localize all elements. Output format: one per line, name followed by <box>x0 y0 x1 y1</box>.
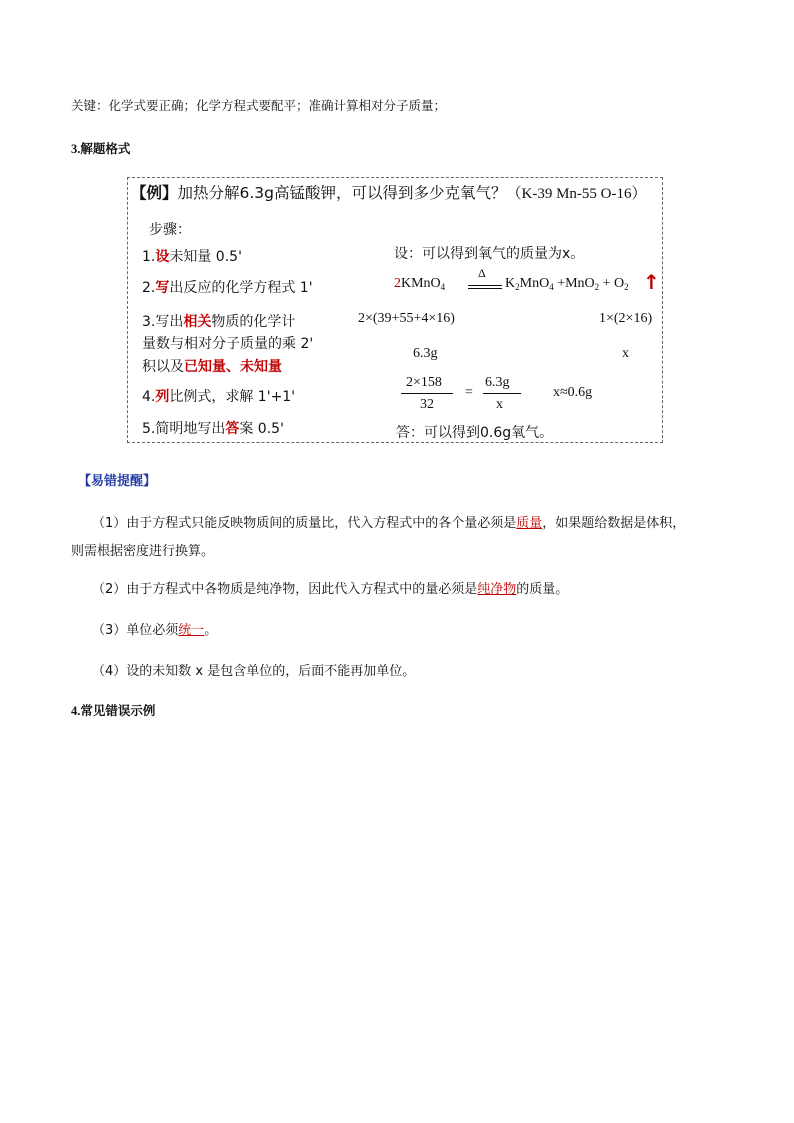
step-keyword: 已知量、未知量 <box>184 359 282 375</box>
subscript: 2 <box>515 282 520 292</box>
coefficient: 2 <box>394 276 401 291</box>
product-text: K <box>505 276 516 291</box>
step-keyword: 列 <box>155 389 170 405</box>
subscript: 2 <box>624 282 629 292</box>
product-text: + O <box>599 276 625 291</box>
step-4 <box>142 386 295 406</box>
gas-arrow-icon: ↑ <box>643 270 660 294</box>
step-5 <box>142 418 284 438</box>
step-3-line-1 <box>142 311 295 331</box>
step-text: 5.简明地写出 <box>142 421 226 437</box>
fraction-2-bar <box>483 393 521 394</box>
result: x≈0.6g <box>553 385 593 400</box>
known-quantity: 6.3g <box>413 346 438 361</box>
step-3-line-2: 量数与相对分子质量的乘 2' <box>142 336 314 352</box>
step-keyword: 写 <box>155 280 170 296</box>
equation-double-line-bottom <box>468 288 502 289</box>
key-note: 关键：化学式要正确；化学方程式要配平；准确计算相对分子质量； <box>71 98 447 113</box>
step-text: 积以及 <box>142 359 184 375</box>
step-number: 4. <box>142 389 156 405</box>
question-text: 加热分解6.3g高锰酸钾，可以得到多少克氧气？ <box>177 184 507 202</box>
reactant: KMnO <box>401 276 441 291</box>
step-1 <box>142 246 242 266</box>
step-text: 案 0.5' <box>239 421 284 437</box>
tip-text: （3）单位必须 <box>92 623 179 638</box>
step-text: 未知量 0.5' <box>169 249 242 265</box>
unknown-quantity: x <box>622 346 629 361</box>
section-number: 4. <box>71 704 81 718</box>
chemical-equation-right <box>505 276 629 292</box>
tip-1-line-2: 则需根据密度进行换算。 <box>71 544 215 559</box>
tip-2 <box>92 578 568 597</box>
chemical-equation-left <box>394 276 445 292</box>
tip-highlight: 质量 <box>516 516 543 531</box>
tip-1 <box>92 512 685 531</box>
fraction-1-denominator: 32 <box>420 397 434 412</box>
answer: 答：可以得到0.6g氧气。 <box>396 425 554 441</box>
tip-text: （2）由于方程式中各物质是纯净物，因此代入方程式中的量必须是 <box>92 582 478 597</box>
fraction-2-numerator: 6.3g <box>485 375 510 390</box>
tip-text: 的质量。 <box>516 582 569 597</box>
tip-3 <box>92 619 217 638</box>
fraction-1-numerator: 2×158 <box>406 375 442 390</box>
fraction-1-bar <box>401 393 453 394</box>
tips-title: 【易错提醒】 <box>78 474 157 489</box>
tip-highlight: 纯净物 <box>477 582 517 597</box>
product-text: +MnO <box>553 276 595 291</box>
section-3-heading <box>71 139 130 157</box>
subscript: 2 <box>594 282 600 292</box>
example-tag: 【例】 <box>131 184 178 202</box>
step-number: 1. <box>142 249 156 265</box>
section-title: 常见错误示例 <box>80 703 156 718</box>
reaction-condition: Δ <box>478 266 486 280</box>
equals-sign: = <box>465 385 473 400</box>
relative-mass-right: 1×(2×16) <box>599 311 653 326</box>
tip-text: ，如果题给数据是体积， <box>542 516 686 531</box>
relative-mass-left: 2×(39+55+4×16) <box>358 311 455 326</box>
steps-title: 步骤： <box>149 222 191 238</box>
step-keyword: 相关 <box>183 314 212 330</box>
step-text: 比例式，求解 1'+1' <box>169 389 296 405</box>
step-text: 出反应的化学方程式 1' <box>169 280 313 296</box>
tip-4: （4）设的未知数 x 是包含单位的，后面不能再加单位。 <box>92 664 416 679</box>
subscript: 4 <box>440 282 446 292</box>
solution-let: 设：可以得到氧气的质量为x。 <box>394 246 585 262</box>
example-question <box>131 181 647 203</box>
step-number: 2. <box>142 280 156 296</box>
tip-text: （1）由于方程式只能反映物质间的质量比，代入方程式中的各个量必须是 <box>92 516 517 531</box>
step-2 <box>142 277 313 297</box>
tip-text: 。 <box>204 623 218 638</box>
fraction-2-denominator: x <box>496 397 503 412</box>
step-keyword: 设 <box>155 249 170 265</box>
subscript: 4 <box>549 282 554 292</box>
step-3-line-3 <box>142 356 282 376</box>
equation-double-line-top <box>468 285 502 286</box>
step-keyword: 答 <box>225 421 240 437</box>
tip-highlight: 统一 <box>178 623 205 638</box>
step-text: 物质的化学计 <box>211 314 296 330</box>
step-text: 3.写出 <box>142 314 184 330</box>
atomic-masses: （K-39 Mn-55 O-16） <box>506 186 647 202</box>
section-4-heading <box>71 701 155 719</box>
product-text: MnO <box>519 276 550 291</box>
section-number: 3. <box>71 142 81 156</box>
section-title: 解题格式 <box>80 141 131 156</box>
